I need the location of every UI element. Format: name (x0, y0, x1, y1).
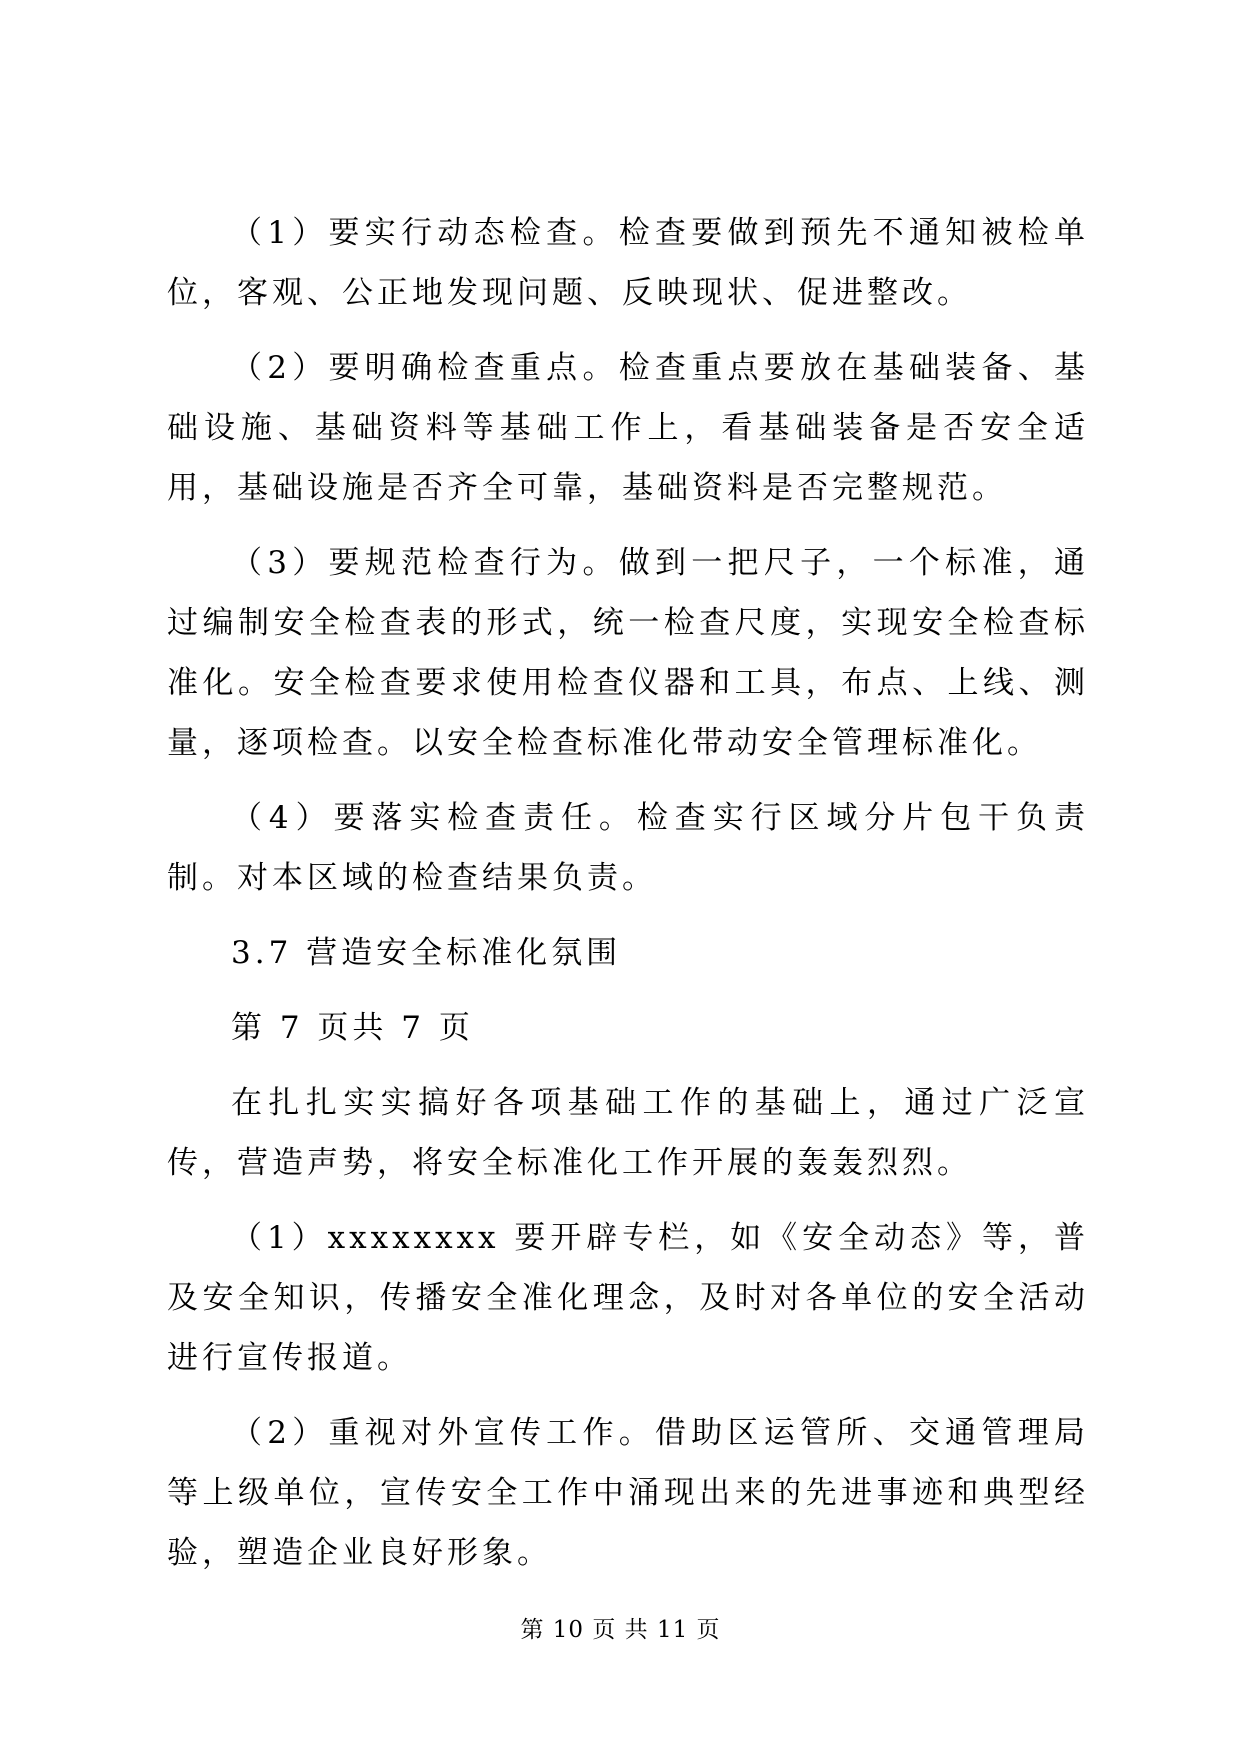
paragraph-inspection-responsibility: （4）要落实检查责任。检查实行区域分片包干负责制。对本区域的检查结果负责。 (167, 800, 1089, 896)
inline-page-note: 第 7 页共 7 页 (231, 1010, 474, 1046)
document-body (167, 203, 1089, 1598)
paragraph-inspection-focus: （2）要明确检查重点。检查重点要放在基础装备、基础设施、基础资料等基础工作上，看基础装备是否安全适用，基础设施是否齐全可靠，基础资料是否完整规范。 (167, 350, 1089, 506)
paragraph-dynamic-inspection: （1）要实行动态检查。检查要做到预先不通知被检单位，客观、公正地发现问题、反映现状、促进整改。 (167, 215, 1089, 311)
section-heading: 3.7 营造安全标准化氛围 (231, 935, 622, 971)
paragraph-publicity-intro: 在扎扎实实搞好各项基础工作的基础上，通过广泛宣传，营造声势，将安全标准化工作开展的轰轰烈烈。 (167, 1085, 1089, 1181)
paragraph-external-publicity: （2）重视对外宣传工作。借助区运管所、交通管理局等上级单位，宣传安全工作中涌现出来的先进事迹和典型经验，塑造企业良好形象。 (167, 1415, 1089, 1571)
paragraph-inspection-conduct: （3）要规范检查行为。做到一把尺子，一个标准，通过编制安全检查表的形式，统一检查尺度，实现安全检查标准化。安全检查要求使用检查仪器和工具，布点、上线、测量，逐项检查。以安全检查标准化带动安全管理标准化。 (167, 545, 1089, 761)
paragraph-internal-column: （1）xxxxxxxx 要开辟专栏，如《安全动态》等，普及安全知识，传播安全准化理念，及时对各单位的安全活动进行宣传报道。 (167, 1220, 1089, 1376)
page-footer: 第 10 页 共 11 页 (520, 1617, 721, 1643)
